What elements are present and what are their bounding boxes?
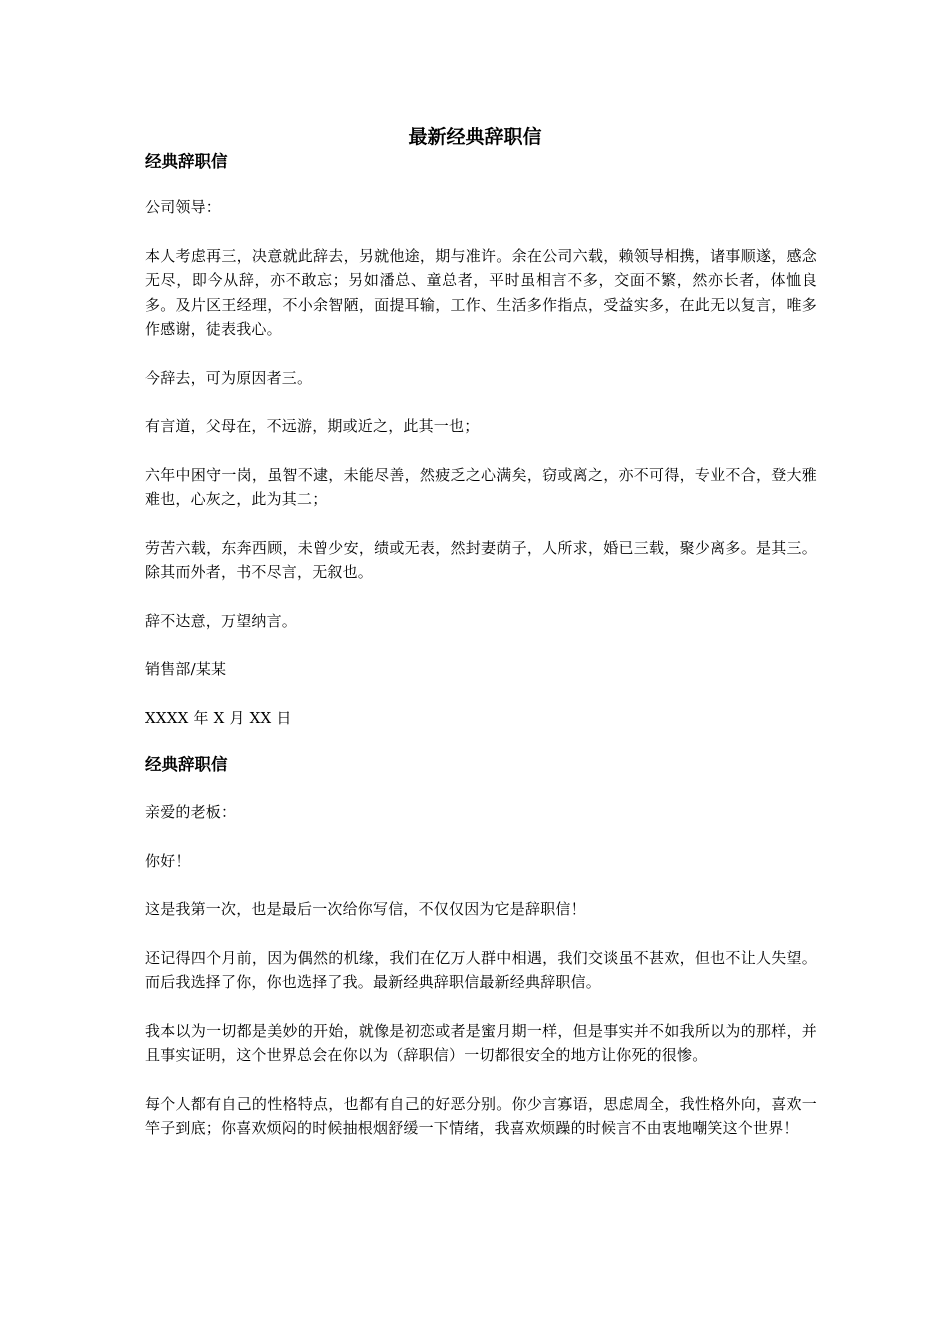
letter1-paragraph: 本人考虑再三，决意就此辞去，另就他途，期与准许。余在公司六载，赖领导相携，诸事顺遂，感念无尽，即今从辞，亦不敢忘；另如潘总、童总者，平时虽相言不多，交面不繁，然亦长者，体恤良多。及片区王经理，不小余智陋，面提耳输，工作、生活多作指点，受益实多，在此无以复言，唯多作感谢，徒表我心。 [145,246,817,338]
letter2-paragraph: 这是我第一次，也是最后一次给你写信，不仅仅因为它是辞职信！ [145,900,586,918]
letter2-greeting: 你好！ [145,851,191,870]
letter1-paragraph: 辞不达意，万望纳言。 [145,611,298,630]
letter2-paragraph: 还记得四个月前，因为偶然的机缘，我们在亿万人群中相遇，我们交谈虽不甚欢，但也不让人失望。而后我选择了你，你也选择了我。最新经典辞职信最新经典辞职信。 [145,948,817,991]
letter1-paragraph: 六年中困守一岗，虽智不逮，未能尽善，然疲乏之心满矣，窃或离之，亦不可得，专业不合，登大雅难也，心灰之，此为其二； [145,465,817,508]
letter1-date: XXXX 年 X 月 XX 日 [145,708,292,727]
letter2-salutation: 亲爱的老板： [145,803,237,821]
document-body [145,149,817,1165]
letter2-heading: 经典辞职信 [145,755,228,774]
letter1-salutation: 公司领导： [145,198,222,216]
letter1-paragraph: 劳苦六载，东奔西顾，未曾少安，绩或无表，然封妻荫子，人所求，婚已三载，聚少离多。是其三。除其而外者，书不尽言，无叙也。 [145,538,817,581]
letter1-paragraph: 今辞去，可为原因者三。 [145,368,313,387]
document-title: 最新经典辞职信 [408,126,542,148]
letter1-paragraph: 有言道，父母在，不远游，期或近之，此其一也； [145,417,480,435]
letter2-paragraph: 每个人都有自己的性格特点，也都有自己的好恶分别。你少言寡语，思虑周全，我性格外向，喜欢一竿子到底；你喜欢烦闷的时候抽根烟舒缓一下情绪，我喜欢烦躁的时候言不由衷地嘲笑这个世界！ [145,1094,817,1137]
letter1-signature: 销售部/某某 [145,660,227,678]
letter2-paragraph: 我本以为一切都是美妙的开始，就像是初恋或者是蜜月期一样，但是事实并不如我所以为的那样，并且事实证明，这个世界总会在你以为（辞职信）一切都很安全的地方让你死的很惨。 [145,1021,817,1064]
letter1-heading: 经典辞职信 [145,152,228,171]
